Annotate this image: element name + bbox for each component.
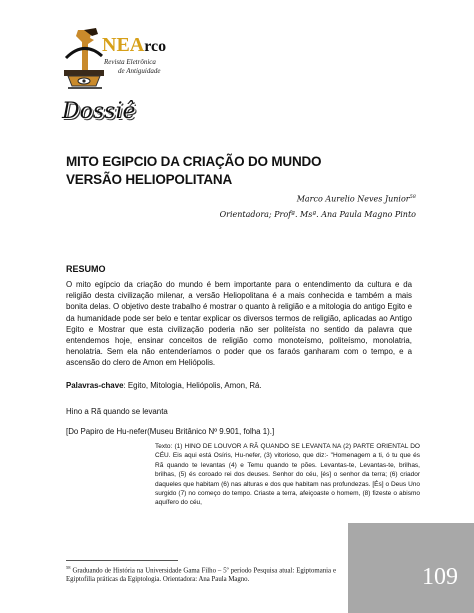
logo-subtitle — [104, 58, 184, 76]
footnote-text: Graduando de História na Universidade Gama Filho – 5º período Pesquisa atual: Egiptomania e Egiptofilia práticas da Egiptologia. Orientadora: Ana Paula Magno. — [66, 567, 336, 583]
journal-logo — [62, 28, 180, 96]
author-name: Marco Aurelio Neves Junior — [296, 194, 410, 204]
logo-wordmark-nea: NEA — [102, 34, 145, 56]
article-title — [66, 153, 426, 189]
footnote-number: 58 — [66, 565, 71, 570]
logo-wordmark — [102, 34, 166, 57]
author-footnote-ref[interactable]: 58 — [409, 194, 416, 200]
abstract-text: O mito egípcio da criação do mundo é bem importante para o entendimento da cultura e da religião desta civilização milenar, a versão Heliopolitana é a mais conhecida e também a mais bonita delas. O objetivo deste trabalho é mostrar o quanto à religião e a mitologia do antigo Egito e da humanidade pode ser belo e tentar explicar os diversos termos de religião, aplicadas ao Antigo Egito e Mostrar que esta civilização poderia não ser politeísta no sentido da palavra que entendemos hoje, ensinar conceitos de religião como monoteísmo, politeísmo, monolatria, henolatria. Sem ela não entenderíamos o poder que os faraós ganharam com o tempo, e a ascensão do clero de Amon em Heliópolis. — [66, 280, 412, 368]
logo-wordmark-rco: rco — [144, 38, 167, 55]
section-heading: Dossiê — [62, 99, 136, 124]
abstract-heading: RESUMO — [66, 264, 106, 274]
article-title-line2: VERSÃO HELIOPOLITANA — [66, 172, 233, 187]
keywords-label: Palavras-chave — [66, 381, 124, 390]
hymn-title: Hino a Rã quando se levanta — [66, 407, 168, 416]
footnote-divider — [66, 560, 178, 561]
papyrus-source: [Do Papiro de Hu-nefer(Museu Britânico Nº 9.901, folha 1).] — [66, 427, 275, 436]
logo-subtitle-line1: Revista Eletrônica — [104, 58, 156, 66]
logo-subtitle-line2: de Antiguidade — [118, 67, 161, 75]
advisor-line: Orientadora; Profª. Msª. Ana Paula Magno Pinto — [219, 210, 416, 219]
keywords-text: : Egito, Mitologia, Heliópolis, Amon, Rá. — [123, 381, 262, 390]
page-number: 109 — [422, 564, 458, 590]
hymn-quote: Texto: (1) HINO DE LOUVOR A RÃ QUANDO SE LEVANTA NA (2) PARTE ORIENTAL DO CÉU. Eis aqui está Osíris, Hu-nefer, (3) vitorioso, que diz:- "Homenagem a ti, ó tu que és Rã quando te levantas (4) e Temu quando te pões. Levantas-te, Levantas-te, brilhas, brilhas, (5) és coroado rei dos deuses. Senhor do céu, [és] o senhor da terra; (6) criador daqueles que habitam (6) nas alturas e dos que habitam nas profundezas. [És] o Deus Uno surgido (7) no começo do tempo. Criaste a terra, afeiçoaste o homem, (8) fizeste o abismo aquífero do céu, — [155, 443, 420, 507]
article-title-line1: MITO EGIPCIO DA CRIAÇÃO DO MUNDO — [66, 154, 322, 169]
keywords-line — [66, 381, 262, 390]
footnote — [66, 564, 336, 584]
author-line — [297, 194, 416, 204]
